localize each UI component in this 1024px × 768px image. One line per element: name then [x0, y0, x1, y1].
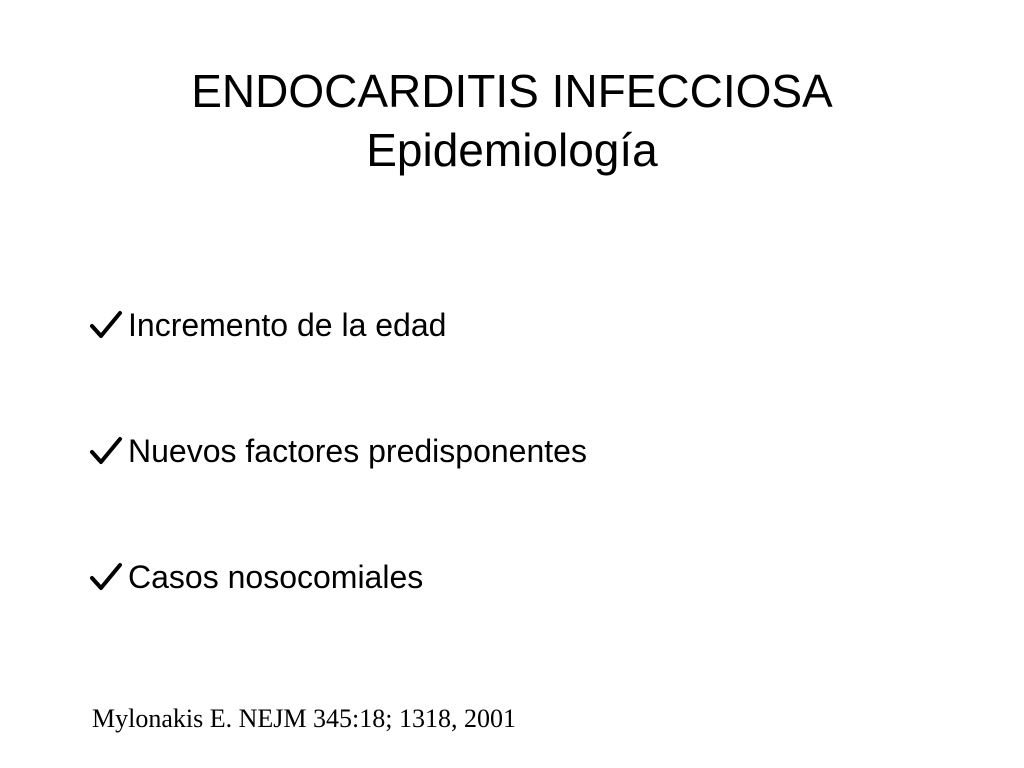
bullet-item: [88, 420, 587, 482]
title-line-1: ENDOCARDITIS INFECCIOSA: [191, 65, 833, 117]
bullet-text: Casos nosocomiales: [128, 558, 424, 595]
bullet-text: Incremento de la edad: [128, 306, 447, 343]
bullet-item: [88, 546, 587, 608]
checkmark-icon: [88, 435, 124, 467]
bullet-list: [88, 294, 587, 608]
citation: Mylonakis E. NEJM 345:18; 1318, 2001: [92, 704, 516, 733]
title-line-2: Epidemiología: [366, 123, 658, 176]
checkmark-icon: [88, 561, 124, 593]
checkmark-icon: [88, 309, 124, 341]
bullet-item: [88, 294, 587, 356]
slide-title: [0, 62, 1024, 180]
bullet-text: Nuevos factores predisponentes: [128, 432, 587, 469]
